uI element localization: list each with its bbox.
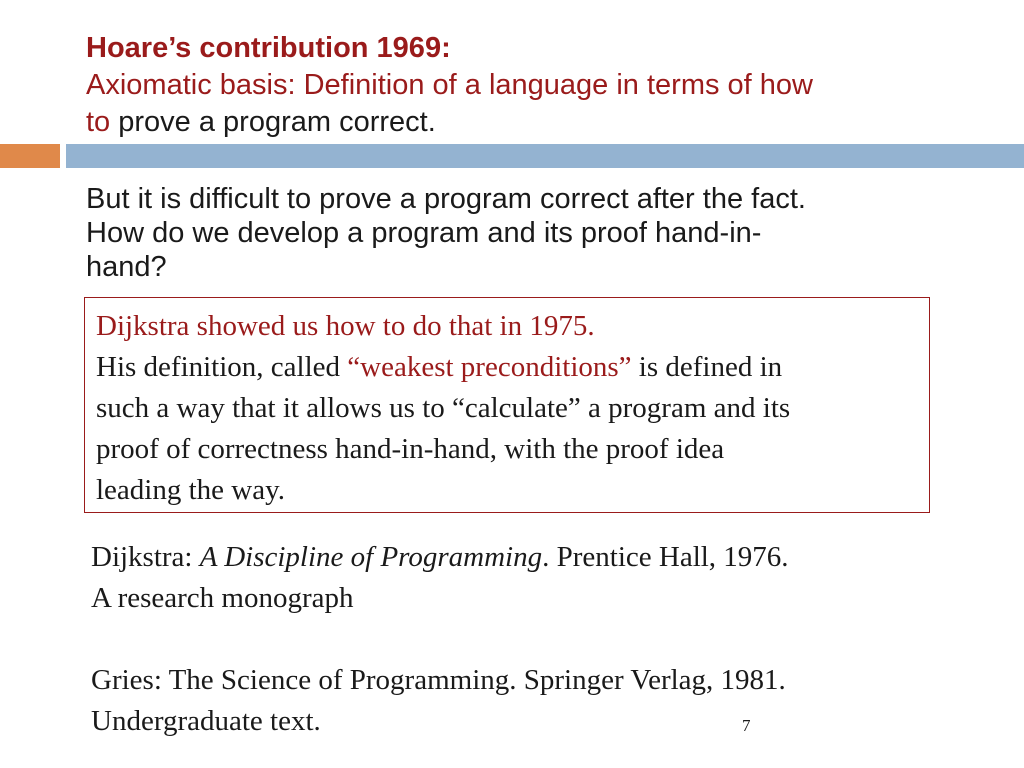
box-line-3: such a way that it allows us to “calculate” a program and its bbox=[96, 392, 791, 424]
references bbox=[91, 537, 971, 742]
divider-blue-band bbox=[66, 144, 1024, 168]
weakest-preconditions-term: “weakest preconditions” bbox=[347, 351, 632, 383]
dijkstra-book-title: A Discipline of Programming bbox=[199, 541, 543, 573]
intro-line-2: How do we develop a program and its proof hand-in- bbox=[86, 217, 762, 249]
dijkstra-publisher: . Prentice Hall, 1976. bbox=[542, 541, 789, 573]
box-line-4: proof of correctness hand-in-hand, with the proof idea bbox=[96, 433, 725, 465]
box-line-2 bbox=[96, 347, 929, 388]
gries-reference: Gries: The Science of Programming. Springer Verlag, 1981. bbox=[91, 664, 786, 696]
divider-orange-band bbox=[0, 144, 60, 168]
dijkstra-note: A research monograph bbox=[91, 582, 354, 614]
title-line-1: Axiomatic basis: Definition of a language in terms of how bbox=[86, 69, 813, 101]
box-line-2-pre: His definition, called bbox=[96, 351, 348, 383]
gries-note: Undergraduate text. bbox=[91, 705, 321, 737]
title-heading: Hoare’s contribution 1969: bbox=[86, 32, 451, 64]
intro-line-3: hand? bbox=[86, 251, 167, 283]
box-line-1: Dijkstra showed us how to do that in 1975. bbox=[96, 310, 595, 342]
dijkstra-author: Dijkstra: bbox=[91, 541, 200, 573]
title-line-2-dark: prove a program correct. bbox=[110, 106, 436, 138]
intro-paragraph bbox=[86, 182, 966, 284]
slide-number: 7 bbox=[742, 716, 751, 735]
reference-spacer bbox=[91, 619, 971, 660]
box-line-2-post: is defined in bbox=[631, 351, 783, 383]
slide-title bbox=[86, 30, 986, 141]
dijkstra-reference bbox=[91, 537, 971, 578]
box-line-5: leading the way. bbox=[96, 474, 285, 506]
title-line-2 bbox=[86, 104, 986, 141]
intro-line-1: But it is difficult to prove a program correct after the fact. bbox=[86, 183, 806, 215]
dijkstra-callout-box bbox=[84, 297, 930, 513]
title-line-2-red: to bbox=[86, 106, 111, 138]
